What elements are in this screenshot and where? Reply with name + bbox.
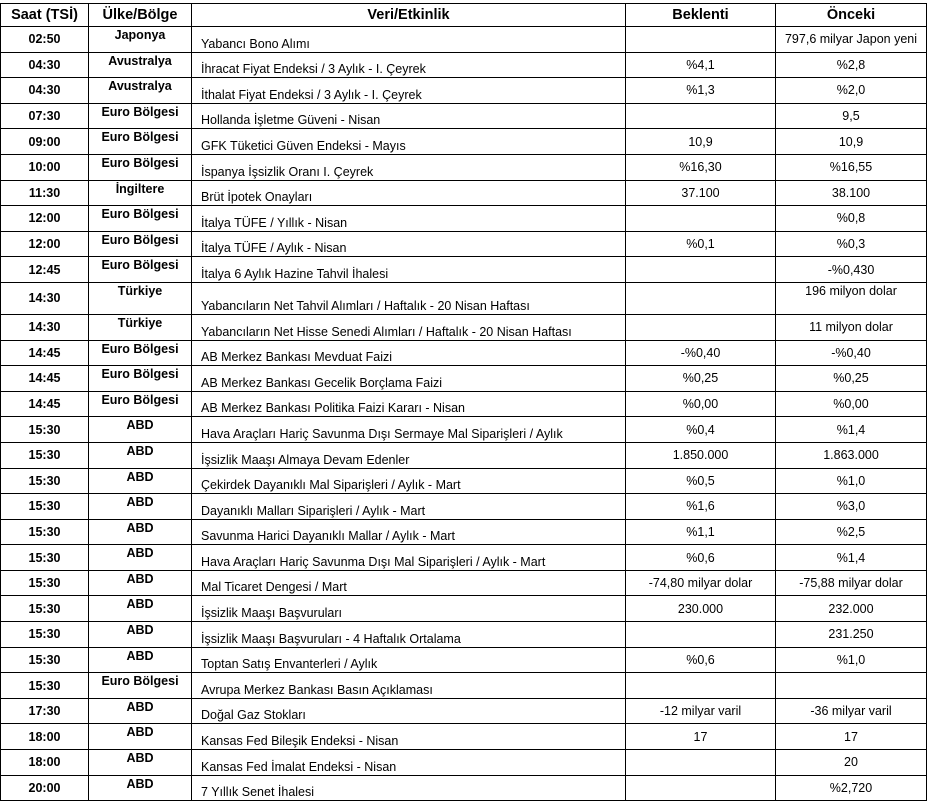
- header-forecast: Beklenti: [626, 4, 776, 27]
- event-cell: Kansas Fed İmalat Endeksi - Nisan: [192, 750, 626, 776]
- time-cell: 15:30: [1, 647, 89, 673]
- table-row: [1, 27, 927, 53]
- country-cell: Euro Bölgesi: [89, 257, 192, 283]
- time-cell: 12:45: [1, 257, 89, 283]
- time-cell: 15:30: [1, 545, 89, 571]
- previous-cell: 797,6 milyar Japon yeni: [776, 27, 927, 53]
- event-cell: İthalat Fiyat Endeksi / 3 Aylık - I. Çeyrek: [192, 78, 626, 104]
- country-cell: ABD: [89, 570, 192, 596]
- event-cell: Savunma Harici Dayanıklı Mallar / Aylık - Mart: [192, 519, 626, 545]
- table-row: [1, 570, 927, 596]
- previous-cell: %2,5: [776, 519, 927, 545]
- header-country: Ülke/Bölge: [89, 4, 192, 27]
- table-row: [1, 750, 927, 776]
- country-cell: Euro Bölgesi: [89, 231, 192, 257]
- previous-cell: 231.250: [776, 622, 927, 648]
- table-row: [1, 78, 927, 104]
- previous-cell: %1,0: [776, 647, 927, 673]
- table-row: [1, 180, 927, 206]
- previous-cell: %1,4: [776, 417, 927, 443]
- forecast-cell: %1,1: [626, 519, 776, 545]
- table-row: [1, 442, 927, 468]
- event-cell: Dayanıklı Malları Siparişleri / Aylık - Mart: [192, 494, 626, 520]
- table-row: [1, 417, 927, 443]
- previous-cell: [776, 673, 927, 699]
- forecast-cell: %0,1: [626, 231, 776, 257]
- forecast-cell: [626, 622, 776, 648]
- previous-cell: 38.100: [776, 180, 927, 206]
- time-cell: 17:30: [1, 698, 89, 724]
- table-row: [1, 103, 927, 129]
- time-cell: 07:30: [1, 103, 89, 129]
- forecast-cell: [626, 103, 776, 129]
- time-cell: 04:30: [1, 78, 89, 104]
- header-event: Veri/Etkinlik: [192, 4, 626, 27]
- previous-cell: -36 milyar varil: [776, 698, 927, 724]
- country-cell: Euro Bölgesi: [89, 206, 192, 232]
- previous-cell: 196 milyon dolar: [776, 282, 927, 314]
- event-cell: Yabancı Bono Alımı: [192, 27, 626, 53]
- table-row: [1, 724, 927, 750]
- country-cell: ABD: [89, 417, 192, 443]
- table-row: [1, 314, 927, 340]
- event-cell: Kansas Fed Bileşik Endeksi - Nisan: [192, 724, 626, 750]
- event-cell: Hollanda İşletme Güveni - Nisan: [192, 103, 626, 129]
- event-cell: AB Merkez Bankası Gecelik Borçlama Faizi: [192, 366, 626, 392]
- event-cell: Doğal Gaz Stokları: [192, 698, 626, 724]
- forecast-cell: %0,5: [626, 468, 776, 494]
- event-cell: İspanya İşsizlik Oranı I. Çeyrek: [192, 154, 626, 180]
- event-cell: 7 Yıllık Senet İhalesi: [192, 775, 626, 801]
- previous-cell: %1,0: [776, 468, 927, 494]
- time-cell: 12:00: [1, 206, 89, 232]
- forecast-cell: [626, 27, 776, 53]
- country-cell: Avustralya: [89, 52, 192, 78]
- country-cell: ABD: [89, 442, 192, 468]
- time-cell: 02:50: [1, 27, 89, 53]
- previous-cell: 11 milyon dolar: [776, 314, 927, 340]
- table-row: [1, 340, 927, 366]
- forecast-cell: -12 milyar varil: [626, 698, 776, 724]
- table-row: [1, 596, 927, 622]
- table-row: [1, 154, 927, 180]
- time-cell: 14:45: [1, 340, 89, 366]
- table-row: [1, 775, 927, 801]
- country-cell: Türkiye: [89, 314, 192, 340]
- time-cell: 14:45: [1, 366, 89, 392]
- forecast-cell: [626, 775, 776, 801]
- table-row: [1, 206, 927, 232]
- forecast-cell: [626, 206, 776, 232]
- previous-cell: 1.863.000: [776, 442, 927, 468]
- event-cell: Toptan Satış Envanterleri / Aylık: [192, 647, 626, 673]
- forecast-cell: [626, 750, 776, 776]
- forecast-cell: -74,80 milyar dolar: [626, 570, 776, 596]
- country-cell: ABD: [89, 750, 192, 776]
- event-cell: AB Merkez Bankası Mevduat Faizi: [192, 340, 626, 366]
- country-cell: Türkiye: [89, 282, 192, 314]
- previous-cell: %0,00: [776, 391, 927, 417]
- time-cell: 18:00: [1, 750, 89, 776]
- forecast-cell: 10,9: [626, 129, 776, 155]
- country-cell: ABD: [89, 494, 192, 520]
- forecast-cell: -%0,40: [626, 340, 776, 366]
- table-row: [1, 519, 927, 545]
- event-cell: Mal Ticaret Dengesi / Mart: [192, 570, 626, 596]
- country-cell: ABD: [89, 698, 192, 724]
- time-cell: 10:00: [1, 154, 89, 180]
- forecast-cell: 1.850.000: [626, 442, 776, 468]
- time-cell: 15:30: [1, 622, 89, 648]
- table-row: [1, 52, 927, 78]
- country-cell: ABD: [89, 775, 192, 801]
- time-cell: 14:30: [1, 314, 89, 340]
- table-row: [1, 391, 927, 417]
- previous-cell: %0,8: [776, 206, 927, 232]
- forecast-cell: 37.100: [626, 180, 776, 206]
- table-row: [1, 622, 927, 648]
- country-cell: ABD: [89, 622, 192, 648]
- country-cell: Japonya: [89, 27, 192, 53]
- forecast-cell: 17: [626, 724, 776, 750]
- time-cell: 12:00: [1, 231, 89, 257]
- header-time: Saat (TSİ): [1, 4, 89, 27]
- forecast-cell: %0,6: [626, 647, 776, 673]
- table-row: [1, 647, 927, 673]
- country-cell: ABD: [89, 596, 192, 622]
- event-cell: İtalya 6 Aylık Hazine Tahvil İhalesi: [192, 257, 626, 283]
- country-cell: ABD: [89, 647, 192, 673]
- previous-cell: -%0,40: [776, 340, 927, 366]
- event-cell: Yabancıların Net Hisse Senedi Alımları / Haftalık - 20 Nisan Haftası: [192, 314, 626, 340]
- event-cell: Hava Araçları Hariç Savunma Dışı Sermaye Mal Siparişleri / Aylık: [192, 417, 626, 443]
- previous-cell: %2,8: [776, 52, 927, 78]
- country-cell: ABD: [89, 545, 192, 571]
- country-cell: Euro Bölgesi: [89, 154, 192, 180]
- previous-cell: %3,0: [776, 494, 927, 520]
- previous-cell: %16,55: [776, 154, 927, 180]
- country-cell: ABD: [89, 724, 192, 750]
- previous-cell: 20: [776, 750, 927, 776]
- country-cell: Euro Bölgesi: [89, 391, 192, 417]
- previous-cell: 10,9: [776, 129, 927, 155]
- country-cell: Euro Bölgesi: [89, 103, 192, 129]
- forecast-cell: %1,6: [626, 494, 776, 520]
- previous-cell: 17: [776, 724, 927, 750]
- event-cell: İtalya TÜFE / Yıllık - Nisan: [192, 206, 626, 232]
- time-cell: 14:30: [1, 282, 89, 314]
- time-cell: 04:30: [1, 52, 89, 78]
- event-cell: Avrupa Merkez Bankası Basın Açıklaması: [192, 673, 626, 699]
- table-row: [1, 257, 927, 283]
- event-cell: Çekirdek Dayanıklı Mal Siparişleri / Aylık - Mart: [192, 468, 626, 494]
- country-cell: ABD: [89, 519, 192, 545]
- table-row: [1, 468, 927, 494]
- table-row: [1, 129, 927, 155]
- previous-cell: %1,4: [776, 545, 927, 571]
- header-row: [1, 4, 927, 27]
- event-cell: AB Merkez Bankası Politika Faizi Kararı - Nisan: [192, 391, 626, 417]
- event-cell: GFK Tüketici Güven Endeksi - Mayıs: [192, 129, 626, 155]
- country-cell: Euro Bölgesi: [89, 340, 192, 366]
- event-cell: Brüt İpotek Onayları: [192, 180, 626, 206]
- table-row: [1, 545, 927, 571]
- economic-calendar-table: [0, 3, 927, 801]
- table-row: [1, 673, 927, 699]
- country-cell: Euro Bölgesi: [89, 366, 192, 392]
- event-cell: Yabancıların Net Tahvil Alımları / Haftalık - 20 Nisan Haftası: [192, 282, 626, 314]
- forecast-cell: %4,1: [626, 52, 776, 78]
- header-previous: Önceki: [776, 4, 927, 27]
- forecast-cell: [626, 257, 776, 283]
- time-cell: 14:45: [1, 391, 89, 417]
- forecast-cell: %1,3: [626, 78, 776, 104]
- time-cell: 15:30: [1, 596, 89, 622]
- time-cell: 15:30: [1, 494, 89, 520]
- time-cell: 15:30: [1, 442, 89, 468]
- table-body: [1, 27, 927, 801]
- forecast-cell: %0,00: [626, 391, 776, 417]
- country-cell: Euro Bölgesi: [89, 673, 192, 699]
- previous-cell: %2,720: [776, 775, 927, 801]
- time-cell: 09:00: [1, 129, 89, 155]
- country-cell: ABD: [89, 468, 192, 494]
- country-cell: İngiltere: [89, 180, 192, 206]
- previous-cell: %2,0: [776, 78, 927, 104]
- table-row: [1, 698, 927, 724]
- forecast-cell: %0,6: [626, 545, 776, 571]
- country-cell: Euro Bölgesi: [89, 129, 192, 155]
- forecast-cell: %0,25: [626, 366, 776, 392]
- time-cell: 11:30: [1, 180, 89, 206]
- time-cell: 15:30: [1, 673, 89, 699]
- table-row: [1, 494, 927, 520]
- forecast-cell: 230.000: [626, 596, 776, 622]
- forecast-cell: %0,4: [626, 417, 776, 443]
- time-cell: 15:30: [1, 417, 89, 443]
- event-cell: İtalya TÜFE / Aylık - Nisan: [192, 231, 626, 257]
- table-row: [1, 231, 927, 257]
- event-cell: İşsizlik Maaşı Başvuruları: [192, 596, 626, 622]
- table-row: [1, 366, 927, 392]
- forecast-cell: [626, 314, 776, 340]
- previous-cell: %0,3: [776, 231, 927, 257]
- time-cell: 18:00: [1, 724, 89, 750]
- previous-cell: 232.000: [776, 596, 927, 622]
- time-cell: 15:30: [1, 519, 89, 545]
- previous-cell: -%0,430: [776, 257, 927, 283]
- time-cell: 20:00: [1, 775, 89, 801]
- event-cell: İşsizlik Maaşı Başvuruları - 4 Haftalık Ortalama: [192, 622, 626, 648]
- event-cell: İhracat Fiyat Endeksi / 3 Aylık - I. Çeyrek: [192, 52, 626, 78]
- time-cell: 15:30: [1, 468, 89, 494]
- previous-cell: -75,88 milyar dolar: [776, 570, 927, 596]
- table-row: [1, 282, 927, 314]
- previous-cell: 9,5: [776, 103, 927, 129]
- forecast-cell: %16,30: [626, 154, 776, 180]
- previous-cell: %0,25: [776, 366, 927, 392]
- event-cell: İşsizlik Maaşı Almaya Devam Edenler: [192, 442, 626, 468]
- event-cell: Hava Araçları Hariç Savunma Dışı Mal Siparişleri / Aylık - Mart: [192, 545, 626, 571]
- country-cell: Avustralya: [89, 78, 192, 104]
- forecast-cell: [626, 673, 776, 699]
- forecast-cell: [626, 282, 776, 314]
- time-cell: 15:30: [1, 570, 89, 596]
